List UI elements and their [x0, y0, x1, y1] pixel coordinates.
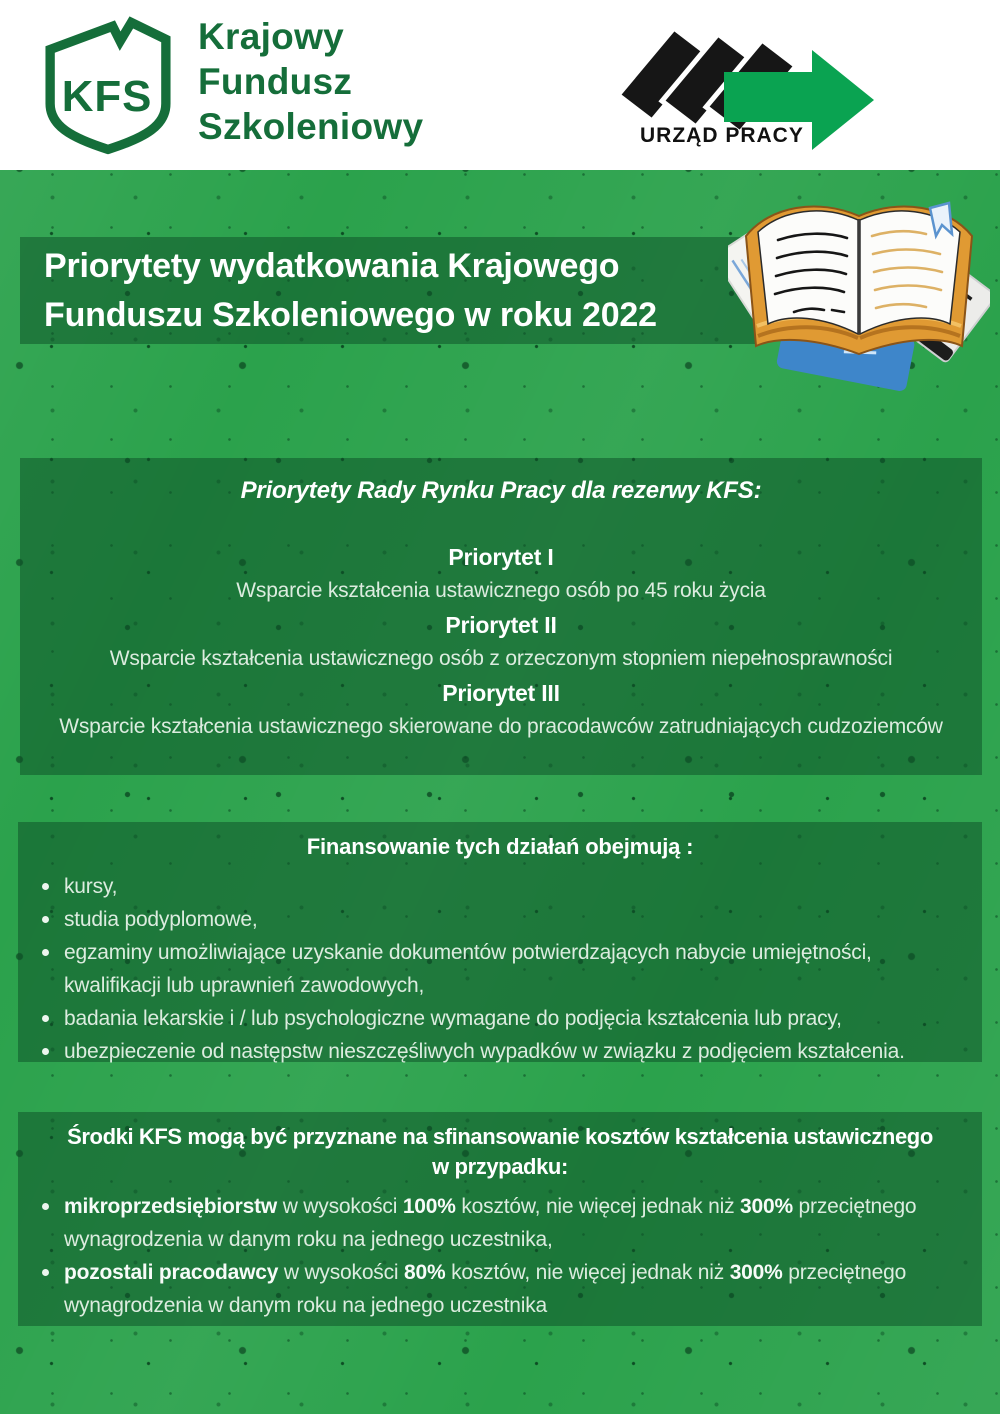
title-line: Priorytety wydatkowania Krajowego: [44, 246, 620, 285]
funds-heading-line: Środki KFS mogą być przyznane na sfinansowanie kosztów kształcenia ustawicznego: [67, 1124, 933, 1149]
title-line: Funduszu Szkoleniowego w roku 2022: [44, 295, 657, 334]
list-item: badania lekarskie i / lub psychologiczne wymagane do podjęcia kształcenia lub pracy,: [38, 1002, 968, 1035]
priority-desc: Wsparcie kształcenia ustawicznego skierowane do pracodawców zatrudniających cudzoziemców: [59, 715, 943, 738]
financing-list: [18, 870, 982, 1068]
priorities-heading: Priorytety Rady Rynku Pracy dla rezerwy KFS:: [240, 477, 762, 504]
funds-list: [18, 1190, 982, 1322]
financing-heading: Finansowanie tych działań obejmują :: [306, 834, 694, 859]
books-icon: [728, 186, 990, 398]
list-item: studia podyplomowe,: [38, 903, 968, 936]
list-item: ubezpieczenie od następstw nieszczęśliwych wypadków w związku z podjęciem kształcenia.: [38, 1035, 968, 1068]
title-banner: [20, 237, 757, 344]
kfs-wordmark-line: Krajowy: [198, 16, 345, 57]
list-item: mikroprzedsiębiorstw w wysokości 100% kosztów, nie więcej jednak niż 300% przeciętnego wynagrodzenia w danym roku na jednego uczestnika,: [38, 1190, 968, 1256]
green-background: [0, 170, 1000, 1414]
funds-panel: [18, 1112, 982, 1326]
priority-title: Priorytet III: [442, 680, 560, 706]
header: [0, 0, 1000, 170]
open-book-illustration: [728, 186, 990, 398]
priorities-panel: [20, 458, 982, 775]
priority-desc: Wsparcie kształcenia ustawicznego osób po 45 roku życia: [236, 579, 766, 602]
kfs-logo: [38, 12, 178, 158]
kfs-shield-icon: [38, 12, 178, 158]
priorities-list: [20, 540, 982, 744]
funds-heading-line: w przypadku:: [432, 1154, 568, 1179]
kfs-wordmark-line: Szkoleniowy: [198, 106, 424, 147]
list-item: kursy,: [38, 870, 968, 903]
funds-heading: [18, 1112, 982, 1182]
priority-desc: Wsparcie kształcenia ustawicznego osób z orzeczonym stopniem niepełnosprawności: [109, 647, 893, 670]
urzad-pracy-label: URZĄD PRACY: [640, 124, 804, 147]
financing-panel: [18, 822, 982, 1062]
list-item: egzaminy umożliwiające uzyskanie dokumentów potwierdzających nabycie umiejętności, kwalifikacji lub uprawnień zawodowych,: [38, 936, 968, 1002]
list-item: pozostali pracodawcy w wysokości 80% kosztów, nie więcej jednak niż 300% przeciętnego wynagrodzenia w danym roku na jednego uczestnika: [38, 1256, 968, 1322]
urzad-pracy-logo: [612, 6, 892, 164]
kfs-acronym-text: KFS: [61, 72, 153, 122]
priority-title: Priorytet I: [448, 544, 554, 570]
kfs-wordmark-line: Fundusz: [198, 61, 353, 102]
kfs-wordmark: [198, 14, 423, 149]
priority-title: Priorytet II: [445, 612, 557, 638]
